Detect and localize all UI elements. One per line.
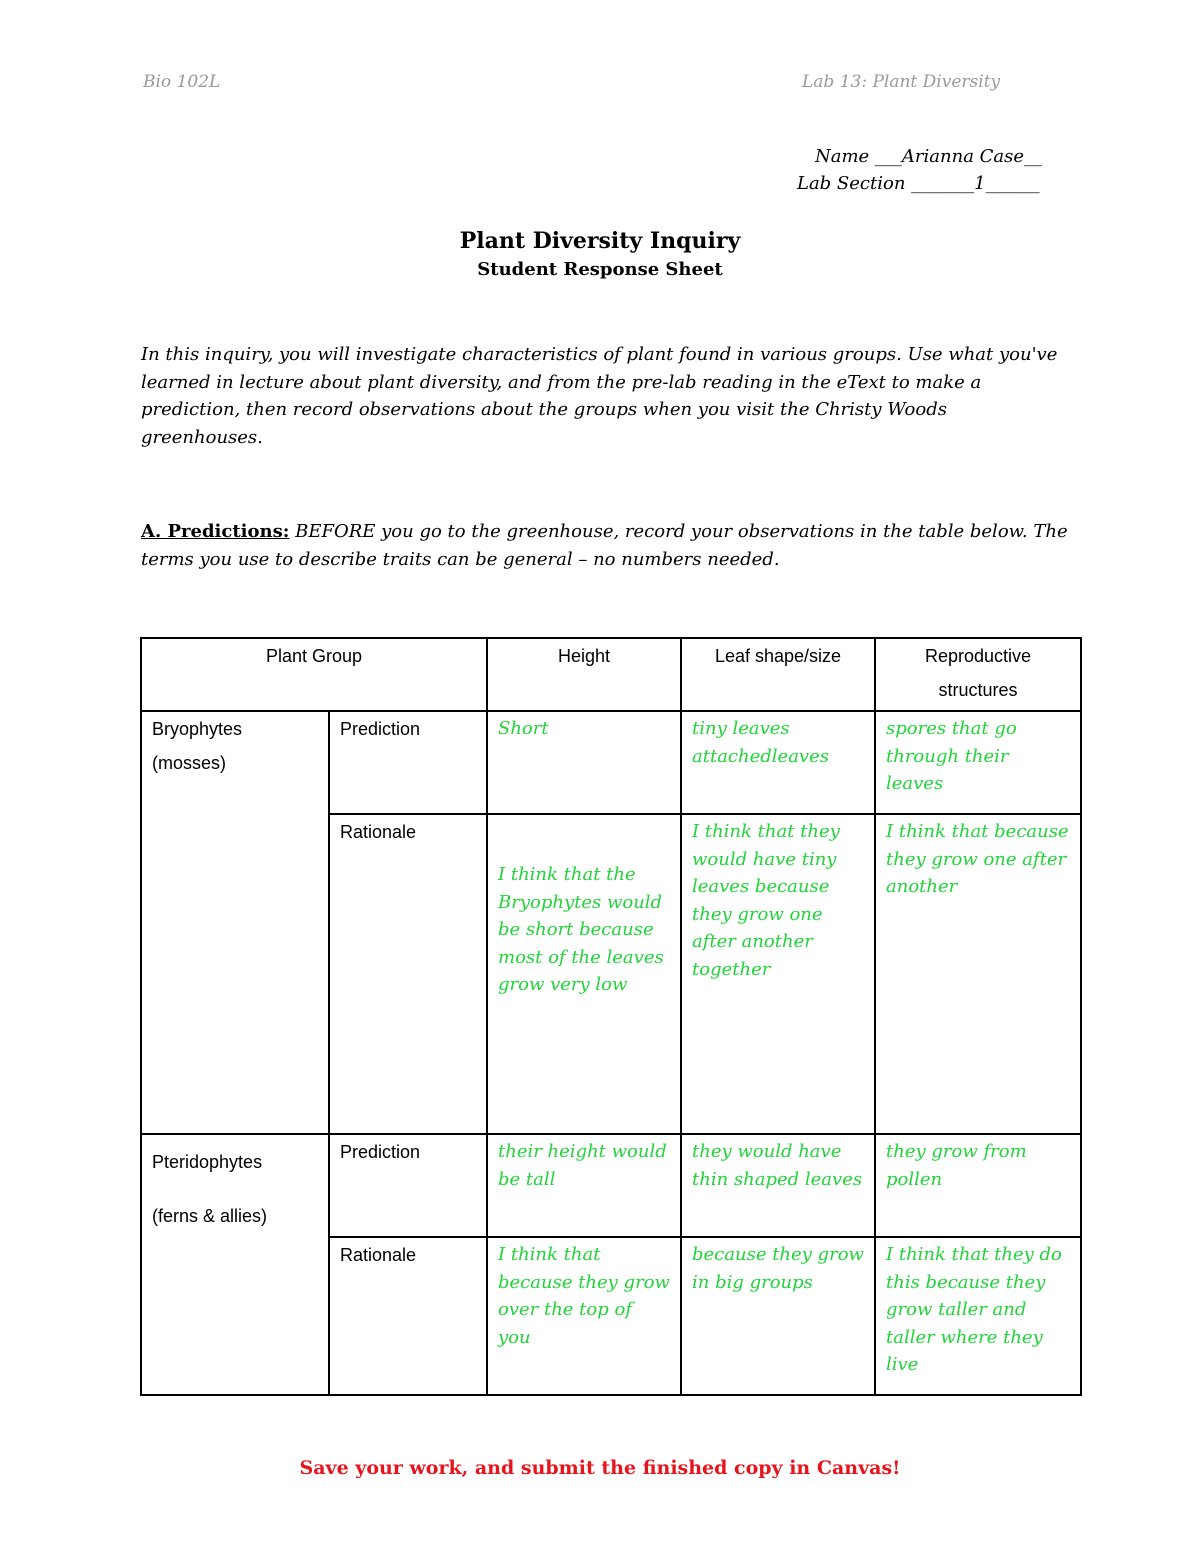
- cell-answer[interactable]: I think that because they grow over the top of you: [487, 1237, 681, 1395]
- section-a-text: BEFORE you go to the greenhouse, record your observations in the table below. The terms you use to describe traits can be general – no numbers needed.: [141, 521, 1068, 570]
- group-cell-pteridophytes: [141, 1134, 329, 1395]
- table-header-row: [141, 638, 1081, 711]
- cell-answer[interactable]: they would have thin shaped leaves: [681, 1134, 875, 1237]
- cell-answer[interactable]: I think that because they grow one after another: [875, 814, 1081, 1134]
- row-label-rationale: Rationale: [329, 814, 487, 1134]
- submit-reminder: Save your work, and submit the finished copy in Canvas!: [299, 1457, 901, 1479]
- table-row: [141, 1134, 1081, 1237]
- cell-answer[interactable]: spores that go through their leaves: [875, 711, 1081, 814]
- cell-answer[interactable]: tiny leaves attachedleaves: [681, 711, 875, 814]
- header-leaf-shape: Leaf shape/size: [681, 638, 875, 711]
- header-course: Bio 102L: [143, 72, 221, 92]
- page-subtitle: Student Response Sheet: [477, 259, 723, 280]
- cell-answer[interactable]: I think that the Bryophytes would be short because most of the leaves grow very low: [487, 814, 681, 1134]
- group-subtitle: (ferns & allies): [152, 1206, 268, 1226]
- section-a-label: A. Predictions:: [141, 521, 290, 542]
- response-table: [140, 637, 1082, 1396]
- group-name: Bryophytes: [152, 719, 243, 739]
- section-a-instructions: [141, 518, 1071, 574]
- cell-answer[interactable]: I think that they would have tiny leaves because they grow one after another together: [681, 814, 875, 1134]
- lab-section-line: Lab Section _______1______: [797, 173, 1040, 194]
- cell-answer[interactable]: they grow from pollen: [875, 1134, 1081, 1237]
- row-label-prediction: Prediction: [329, 1134, 487, 1237]
- header-height: Height: [487, 638, 681, 711]
- row-label-prediction: Prediction: [329, 711, 487, 814]
- header-reproductive-structures: Reproductive structures: [875, 638, 1081, 711]
- cell-answer[interactable]: Short: [487, 711, 681, 814]
- table-row: [141, 711, 1081, 814]
- cell-answer[interactable]: I think that they do this because they grow taller and taller where they live: [875, 1237, 1081, 1395]
- group-cell-bryophytes: [141, 711, 329, 1134]
- header-lab-title: Lab 13: Plant Diversity: [802, 72, 1001, 92]
- group-subtitle: (mosses): [152, 753, 227, 773]
- cell-answer[interactable]: their height would be tall: [487, 1134, 681, 1237]
- cell-answer[interactable]: because they grow in big groups: [681, 1237, 875, 1395]
- student-name-line: Name ___Arianna Case__: [815, 146, 1043, 167]
- header-plant-group: Plant Group: [141, 638, 487, 711]
- page-title: Plant Diversity Inquiry: [459, 228, 741, 254]
- row-label-rationale: Rationale: [329, 1237, 487, 1395]
- intro-paragraph: In this inquiry, you will investigate characteristics of plant found in various groups. Use what you've learned in lecture about plant diversity, and from the pre-lab reading in the eText to make a prediction, then record observations about the groups when you visit the Christy Woods greenhouses.: [141, 344, 1058, 448]
- group-name: Pteridophytes: [152, 1152, 263, 1172]
